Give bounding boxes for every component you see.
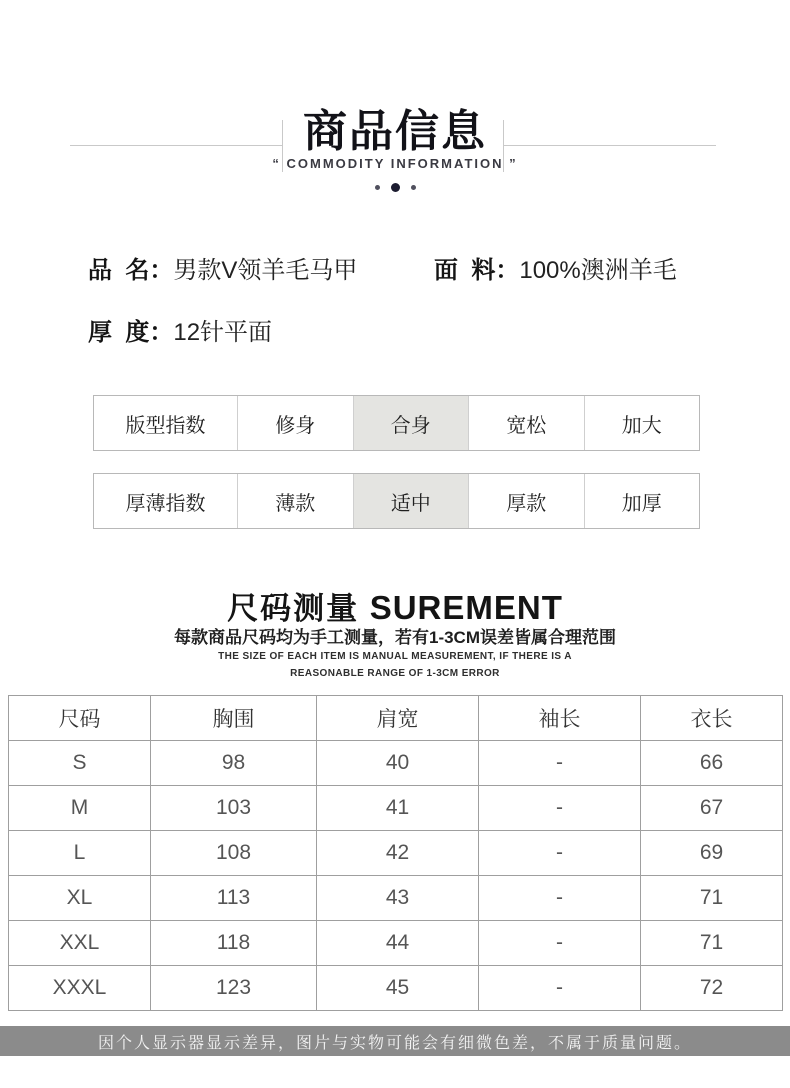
thickness-index-label: 厚薄指数 — [125, 492, 206, 515]
product-name-row — [88, 256, 357, 286]
size-col-header: 胸围 — [151, 696, 317, 741]
size-cell: 69 — [641, 831, 783, 876]
product-name-label: 品 名： — [88, 257, 174, 284]
product-thickness-value: 12针平面 — [173, 319, 273, 346]
size-cell: 123 — [151, 966, 317, 1011]
size-row-l — [9, 831, 783, 876]
size-cell: 98 — [151, 741, 317, 786]
size-cell: 103 — [151, 786, 317, 831]
size-cell: 41 — [317, 786, 479, 831]
size-row-m — [9, 786, 783, 831]
size-cell: 67 — [641, 786, 783, 831]
dot-small-icon — [375, 185, 380, 190]
product-fabric-value: 100%澳洲羊毛 — [519, 257, 677, 284]
footer-disclaimer-bar — [0, 1026, 790, 1056]
dot-large-icon — [391, 183, 400, 192]
fit-option-slim: 修身 — [237, 396, 353, 450]
size-cell: XXL — [9, 921, 151, 966]
size-title-cn: 尺码测量 — [227, 591, 370, 626]
size-cell: 71 — [641, 921, 783, 966]
size-cell: 66 — [641, 741, 783, 786]
size-row-xl — [9, 876, 783, 921]
thickness-option-thick: 厚款 — [468, 474, 584, 528]
product-thickness-label: 厚 度： — [88, 319, 174, 346]
dot-small-icon — [411, 185, 416, 190]
size-note-line1: THE SIZE OF EACH ITEM IS MANUAL MEASUREMENT, IF THERE IS A — [218, 651, 572, 662]
size-cell: 42 — [317, 831, 479, 876]
size-title-en: SUREMENT — [369, 589, 563, 626]
size-cell: - — [479, 921, 641, 966]
size-col-header: 衣长 — [641, 696, 783, 741]
size-cell: 44 — [317, 921, 479, 966]
size-cell: S — [9, 741, 151, 786]
size-cell: 40 — [317, 741, 479, 786]
product-fabric-label: 面 料： — [434, 257, 520, 284]
fit-option-fitted-selected: 合身 — [353, 396, 469, 450]
size-cell: 118 — [151, 921, 317, 966]
size-cell: 113 — [151, 876, 317, 921]
size-cell: 43 — [317, 876, 479, 921]
fit-option-oversize: 加大 — [584, 396, 700, 450]
size-table — [8, 695, 783, 1011]
size-cell: 71 — [641, 876, 783, 921]
product-fabric-row — [434, 256, 677, 286]
size-section-subtitle: 每款商品尺码均为手工测量，若有1-3CM误差皆属合理范围 — [173, 628, 616, 647]
thickness-option-extra-thick: 加厚 — [584, 474, 700, 528]
thickness-option-medium-selected: 适中 — [353, 474, 469, 528]
size-cell: 108 — [151, 831, 317, 876]
size-cell: - — [479, 966, 641, 1011]
product-name-value: 男款V领羊毛马甲 — [173, 257, 358, 284]
size-section-title — [0, 583, 790, 628]
product-thickness-row — [88, 318, 272, 348]
footer-disclaimer-text: 因个人显示器显示差异，图片与实物可能会有细微色差，不属于质量问题。 — [97, 1034, 692, 1052]
size-cell: XXXL — [9, 966, 151, 1011]
size-cell: XL — [9, 876, 151, 921]
size-row-s — [9, 741, 783, 786]
fit-index-label: 版型指数 — [125, 414, 206, 437]
size-table-header-row — [9, 696, 783, 741]
size-note-line2: REASONABLE RANGE OF 1-3CM ERROR — [290, 668, 500, 679]
header-dots — [0, 181, 790, 193]
size-cell: L — [9, 831, 151, 876]
thickness-option-thin: 薄款 — [237, 474, 353, 528]
size-cell: - — [479, 831, 641, 876]
fit-index-table — [93, 395, 700, 451]
page-subtitle: “ COMMODITY INFORMATION ” — [272, 156, 518, 171]
size-row-xxxl — [9, 966, 783, 1011]
size-cell: 45 — [317, 966, 479, 1011]
size-cell: - — [479, 876, 641, 921]
size-row-xxl — [9, 921, 783, 966]
size-cell: - — [479, 741, 641, 786]
size-cell: - — [479, 786, 641, 831]
size-col-header: 尺码 — [9, 696, 151, 741]
thickness-index-table — [93, 473, 700, 529]
size-col-header: 袖长 — [479, 696, 641, 741]
size-col-header: 肩宽 — [317, 696, 479, 741]
size-cell: 72 — [641, 966, 783, 1011]
page-title: 商品信息 — [303, 107, 487, 156]
size-cell: M — [9, 786, 151, 831]
fit-option-loose: 宽松 — [468, 396, 584, 450]
